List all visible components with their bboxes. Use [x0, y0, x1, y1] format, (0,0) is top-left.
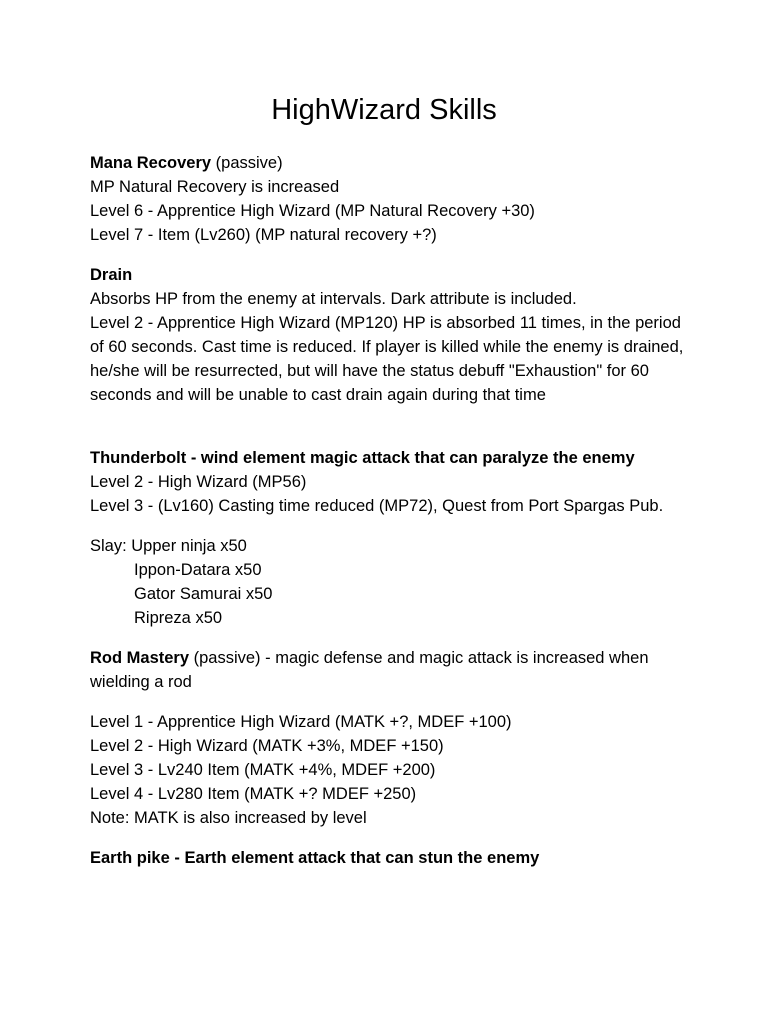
rod-mastery-level: Level 3 - Lv240 Item (MATK +4%, MDEF +200) [90, 761, 436, 779]
slay-item: Gator Samurai x50 [134, 585, 273, 603]
rod-mastery-name: Rod Mastery [90, 649, 190, 667]
rod-mastery-level: Level 4 - Lv280 Item (MATK +? MDEF +250) [90, 785, 417, 803]
spacer [90, 247, 690, 263]
rod-mastery-description: (passive) - magic defense and magic attack is increased when wielding a rod [90, 649, 649, 691]
drain-level-2: Level 2 - Apprentice High Wizard (MP120) HP is absorbed 11 times, in the period of 60 seconds. Cast time is reduced. If player is killed while the enemy is drained, he/she will be resurrected, but will have the status debuff "Exhaustion" for 60 seconds and will be unable to cast drain again during that time [90, 314, 684, 404]
document-body [90, 151, 690, 870]
mana-recovery-heading-line [90, 151, 690, 175]
rod-mastery-level: Level 2 - High Wizard (MATK +3%, MDEF +150) [90, 737, 444, 755]
section-earth-pike [90, 846, 690, 870]
section-rod-mastery [90, 646, 690, 694]
spacer [90, 407, 690, 446]
mana-recovery-level-7: Level 7 - Item (Lv260) (MP natural recovery +?) [90, 226, 437, 244]
slay-item: Slay: Upper ninja x50 [90, 537, 247, 555]
rod-mastery-heading-line [90, 646, 690, 694]
mana-recovery-description: MP Natural Recovery is increased [90, 178, 340, 196]
slay-list [90, 534, 690, 630]
spacer [90, 630, 690, 646]
rod-mastery-level: Level 1 - Apprentice High Wizard (MATK +?, MDEF +100) [90, 713, 512, 731]
drain-heading: Drain [90, 266, 133, 284]
mana-recovery-tag: (passive) [211, 154, 283, 172]
thunderbolt-level-2: Level 2 - High Wizard (MP56) [90, 473, 307, 491]
spacer [90, 518, 690, 534]
thunderbolt-level-3: Level 3 - (Lv160) Casting time reduced (MP72), Quest from Port Spargas Pub. [90, 497, 664, 515]
drain-description: Absorbs HP from the enemy at intervals. Dark attribute is included. [90, 290, 577, 308]
slay-item: Ripreza x50 [134, 609, 223, 627]
thunderbolt-heading: Thunderbolt - wind element magic attack that can paralyze the enemy [90, 449, 635, 467]
rod-mastery-note: Note: MATK is also increased by level [90, 809, 367, 827]
mana-recovery-level-6: Level 6 - Apprentice High Wizard (MP Natural Recovery +30) [90, 202, 535, 220]
mana-recovery-name: Mana Recovery [90, 154, 212, 172]
slay-item: Ippon-Datara x50 [134, 561, 262, 579]
rod-mastery-levels [90, 710, 690, 830]
earth-pike-heading: Earth pike - Earth element attack that can stun the enemy [90, 849, 540, 867]
page-title: HighWizard Skills [271, 94, 497, 126]
spacer [90, 830, 690, 846]
section-mana-recovery [90, 151, 690, 247]
section-thunderbolt [90, 446, 690, 518]
section-drain [90, 263, 690, 407]
spacer [90, 694, 690, 710]
